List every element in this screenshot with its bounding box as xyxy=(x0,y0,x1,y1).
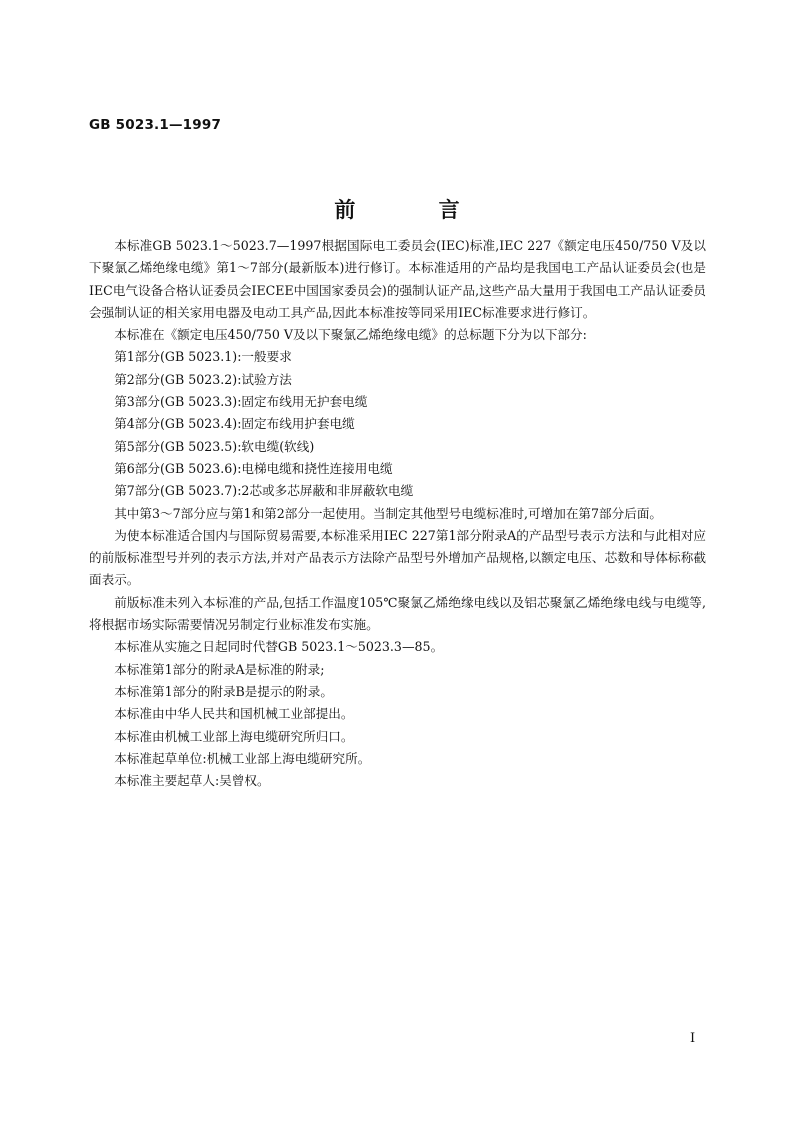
paragraph-replaces: 本标准从实施之日起同时代替GB 5023.1～5023.3—85。 xyxy=(114,639,444,655)
page-number: I xyxy=(690,1031,696,1046)
part-item-3: 第3部分(GB 5023.3):固定布线用无护套电缆 xyxy=(114,394,368,410)
paragraph-intro: 本标准GB 5023.1～5023.7—1997根据国际电工委员会(IEC)标准,IEC 227《额定电压450/750 V及以下聚氯乙烯绝缘电缆》第1～7部分(最新版本)进行修订。本标准适用的产品均是我国电工产品认证委员会(也是IEC电气设备合格认证委员会IECEE中国国家委员会)的强制认证产品,这些产品大量用于我国电工产品认证委员会强制认证的相关家用电器及电动工具产品,因此本标准按等同采用IEC标准要求进行修订。 xyxy=(89,238,706,320)
part-item-6: 第6部分(GB 5023.6):电梯电缆和挠性连接用电缆 xyxy=(114,460,393,476)
standard-number: GB 5023.1—1997 xyxy=(89,117,222,133)
paragraph-proposed-by: 本标准由中华人民共和国机械工业部提出。 xyxy=(114,706,354,722)
paragraph-trade: 为使本标准适合国内与国际贸易需要,本标准采用IEC 227第1部分附录A的产品型号表示方法和与此相对应的前版标准型号并列的表示方法,并对产品表示方法除产品型号外增加产品规格,以额定电压、芯数和导体标称截面表示。 xyxy=(89,527,706,588)
page-title: 前 言 xyxy=(334,198,498,222)
paragraph-structure: 本标准在《额定电压450/750 V及以下聚氯乙烯绝缘电缆》的总标题下分为以下部分: xyxy=(114,327,587,343)
part-item-7: 第7部分(GB 5023.7):2芯或多芯屏蔽和非屏蔽软电缆 xyxy=(114,483,414,499)
part-item-5: 第5部分(GB 5023.5):软电缆(软线) xyxy=(114,438,315,454)
part-item-1: 第1部分(GB 5023.1):一般要求 xyxy=(114,349,292,365)
paragraph-annex-a: 本标准第1部分的附录A是标准的附录; xyxy=(114,661,325,677)
part-item-2: 第2部分(GB 5023.2):试验方法 xyxy=(114,371,292,387)
paragraph-excluded: 前版标准未列入本标准的产品,包括工作温度105℃聚氯乙烯绝缘电线以及铝芯聚氯乙烯绝缘电线与电缆等,将根据市场实际需要情况另制定行业标准发布实施。 xyxy=(89,594,706,633)
paragraph-drafter: 本标准主要起草人:吴曾权。 xyxy=(114,773,270,789)
part-item-4: 第4部分(GB 5023.4):固定布线用护套电缆 xyxy=(114,416,355,432)
paragraph-drafting-unit: 本标准起草单位:机械工业部上海电缆研究所。 xyxy=(114,750,371,766)
foreword-body xyxy=(89,235,706,792)
paragraph-centralized-by: 本标准由机械工业部上海电缆研究所归口。 xyxy=(114,728,354,744)
paragraph-annex-b: 本标准第1部分的附录B是提示的附录。 xyxy=(114,683,333,699)
paragraph-usage: 其中第3～7部分应与第1和第2部分一起使用。当制定其他型号电缆标准时,可增加在第7部分后面。 xyxy=(114,505,663,521)
